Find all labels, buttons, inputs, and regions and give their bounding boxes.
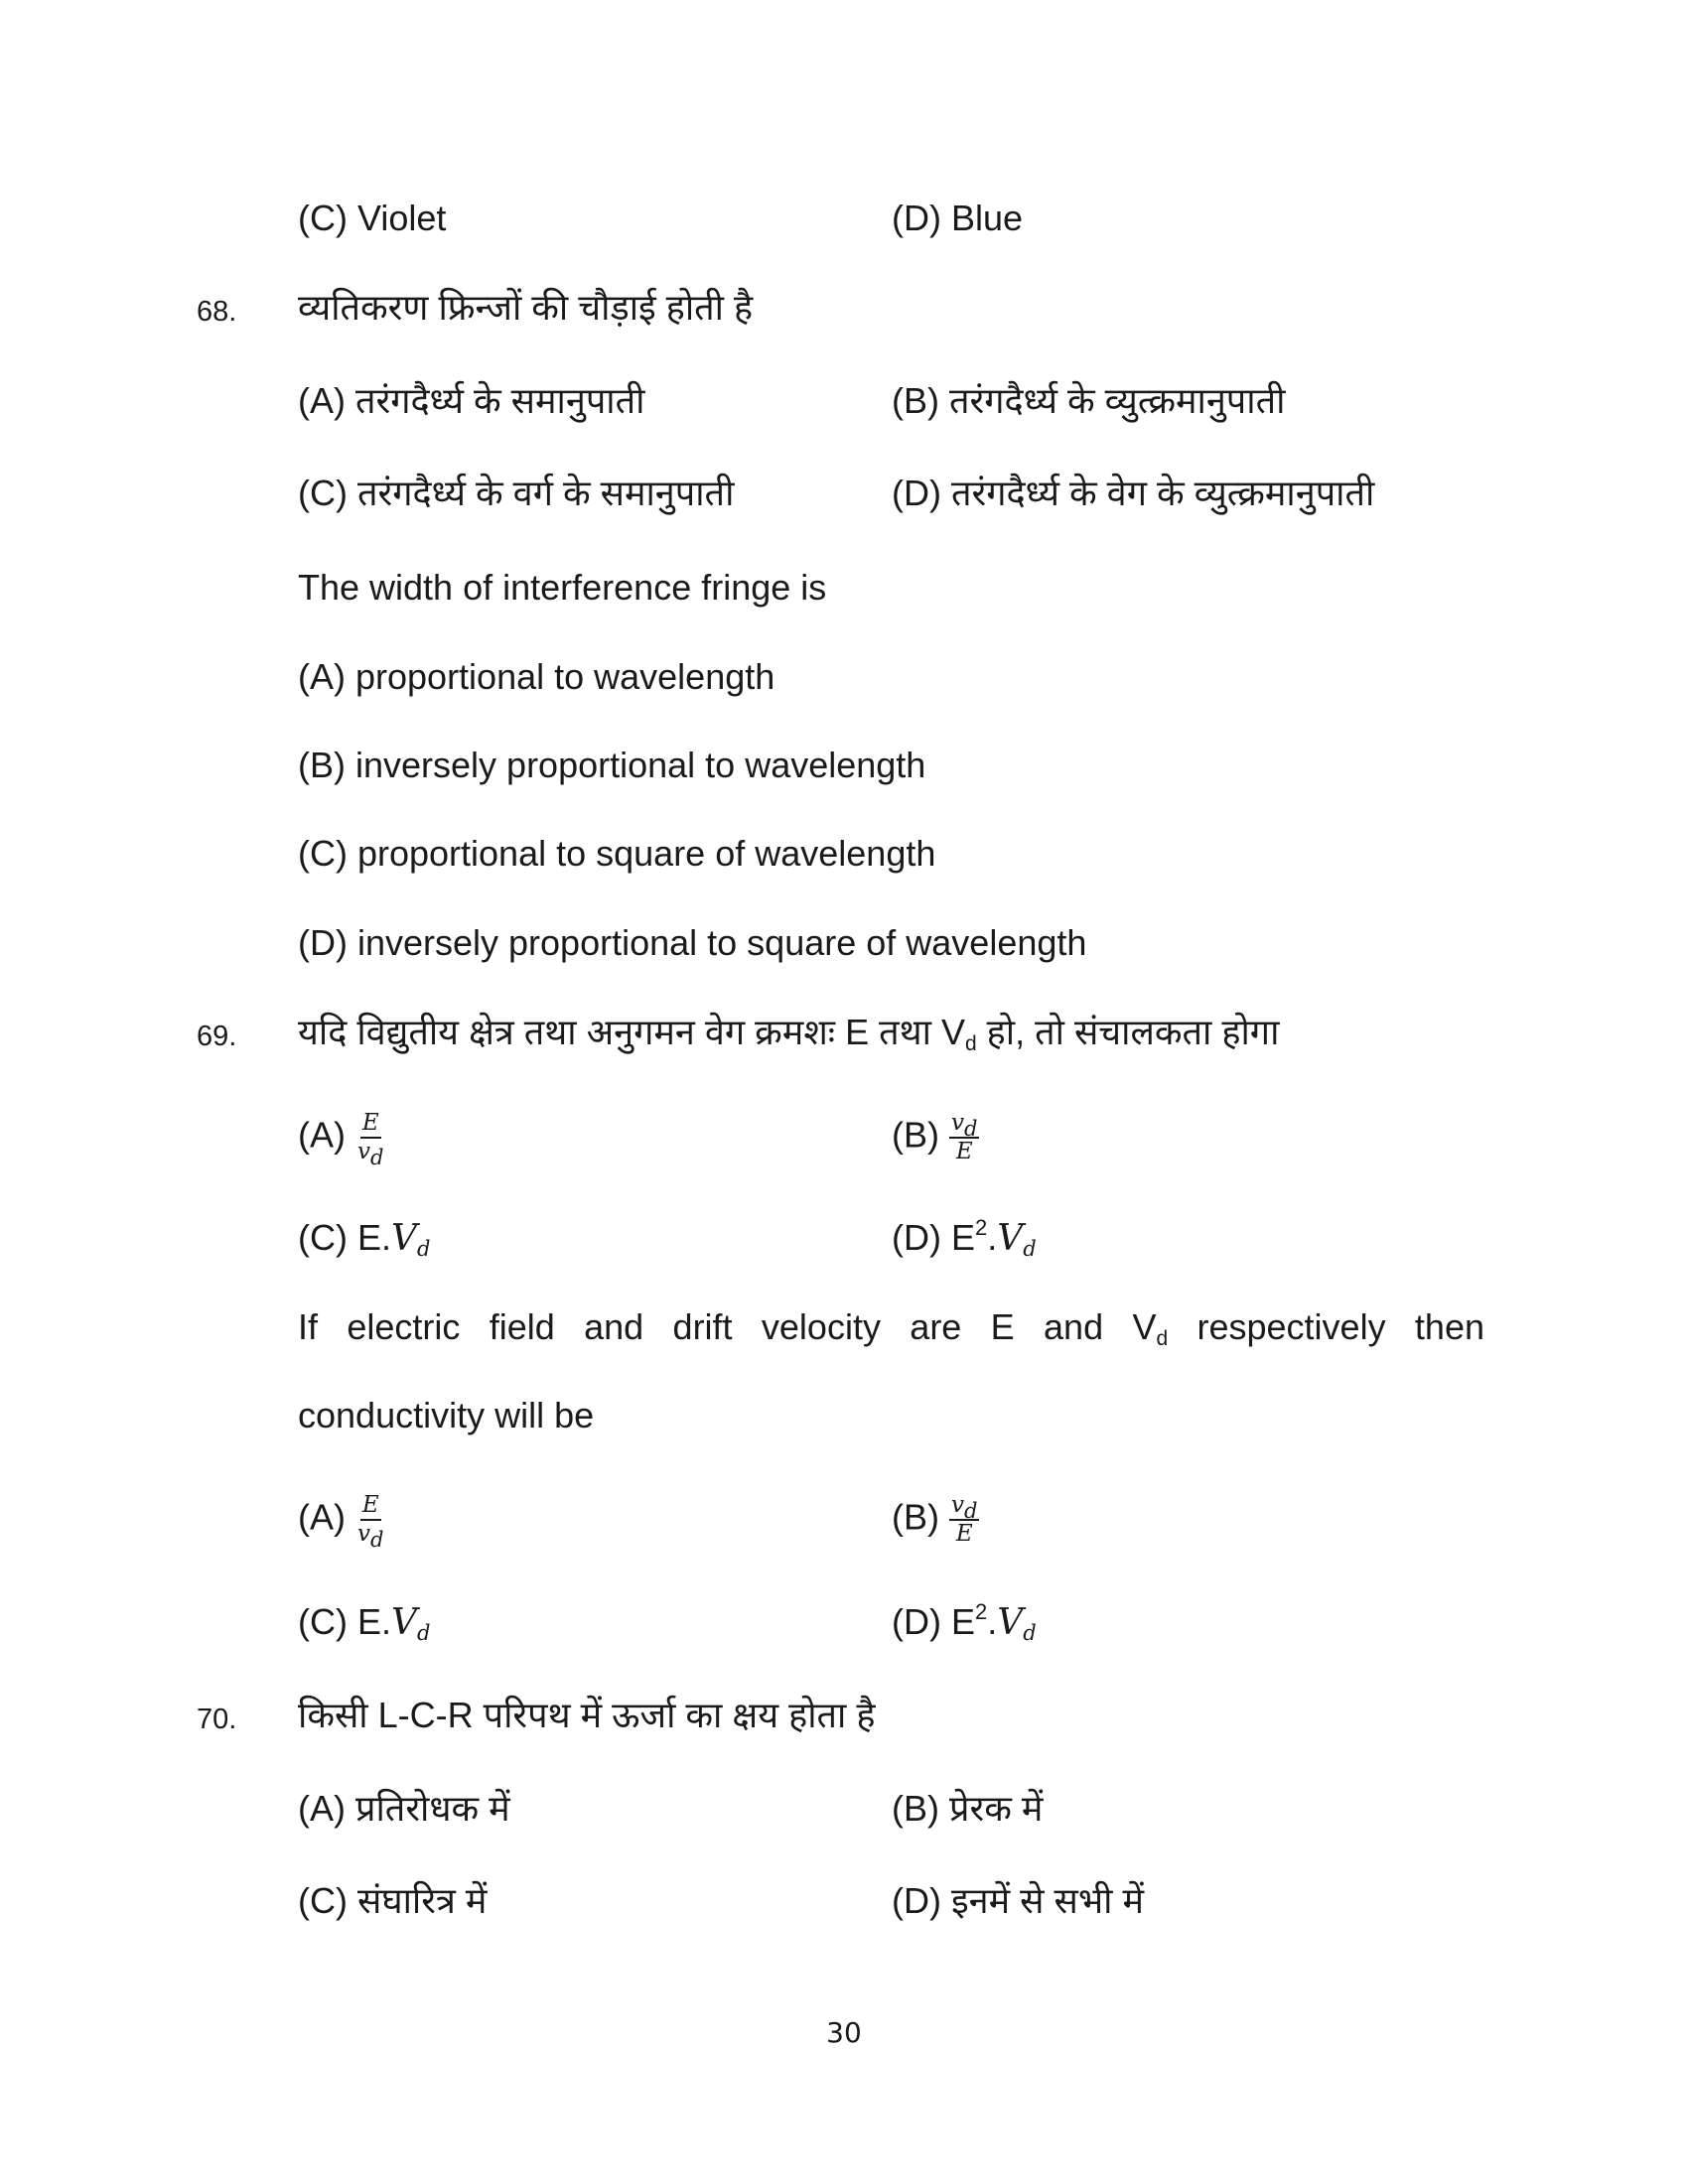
question-70-option-b: (B) प्रेरक में: [892, 1788, 1044, 1829]
question-69-option-d-2: (D) $E^2.V_d$: [892, 1599, 1037, 1645]
carry-option-d: (D) Blue: [892, 198, 1024, 238]
question-69-hindi: [298, 1011, 1279, 1054]
question-70-option-a: (A) प्रतिरोधक में: [298, 1788, 510, 1829]
fraction-e-over-vd: $\frac{E}{v_d}$: [357, 1110, 384, 1169]
question-69-option-d-1: (D) $E^2.V_d$: [892, 1215, 1037, 1261]
question-69-option-b-1: (B) $\frac{v_d}{E}$: [892, 1110, 978, 1164]
question-68-hindi: व्यतिकरण फ्रिन्जों की चौड़ाई होती है: [298, 287, 754, 328]
question-69-option-a-2: (A) $\frac{E}{v_d}$: [298, 1492, 384, 1552]
question-69-hindi-pre: यदि विद्युतीय क्षेत्र तथा अनुगमन वेग क्रमशः E तथा V: [298, 1012, 965, 1052]
fraction-vd-over-e: $\frac{v_d}{E}$: [951, 1110, 978, 1164]
fraction-vd-over-e: $\frac{v_d}{E}$: [951, 1492, 978, 1547]
question-68-english-option-a: (A) proportional to wavelength: [298, 656, 775, 697]
question-68-hindi-option-d: (D) तरंगदैर्ध्य के वेग के व्युत्क्रमानुपाती: [892, 473, 1375, 513]
question-70-hindi: किसी L-C-R परिपथ में ऊर्जा का क्षय होता है: [298, 1695, 876, 1735]
question-69-hindi-sub: d: [964, 1032, 977, 1055]
question-68-hindi-option-b: (B) तरंगदैर्ध्य के व्युत्क्रमानुपाती: [892, 380, 1286, 421]
carry-option-c: (C) Violet: [298, 198, 447, 238]
question-70-number: 70.: [197, 1704, 237, 1735]
question-69-english-line-2: conductivity will be: [298, 1395, 595, 1435]
question-68-english: The width of interference fringe is: [298, 567, 827, 608]
question-68-english-option-b: (B) inversely proportional to wavelength: [298, 745, 926, 785]
question-69-option-a-1: (A) $\frac{E}{v_d}$: [298, 1110, 384, 1169]
question-70-option-c: (C) संघारित्र में: [298, 1880, 488, 1921]
question-68-hindi-option-a: (A) तरंगदैर्ध्य के समानुपाती: [298, 380, 645, 421]
question-68-number: 68.: [197, 296, 237, 328]
question-68-english-option-c: (C) proportional to square of wavelength: [298, 833, 936, 874]
question-69-option-c-1: (C) $E.V_d$: [298, 1217, 431, 1261]
question-69-hindi-post: हो, तो संचालकता होगा: [976, 1012, 1280, 1052]
question-69-english-line-1: If electric field and drift velocity are E and $V_d$ respectively then: [298, 1306, 1484, 1350]
question-68-english-option-d: (D) inversely proportional to square of wavelength: [298, 922, 1087, 963]
question-68-hindi-option-c: (C) तरंगदैर्ध्य के वर्ग के समानुपाती: [298, 473, 735, 513]
question-69-option-b-2: (B) $\frac{v_d}{E}$: [892, 1492, 978, 1547]
question-69-number: 69.: [197, 1021, 237, 1052]
question-70-option-d: (D) इनमें से सभी में: [892, 1880, 1144, 1921]
fraction-e-over-vd: $\frac{E}{v_d}$: [357, 1492, 384, 1552]
page-number: 30: [826, 2016, 862, 2049]
question-69-option-c-2: (C) $E.V_d$: [298, 1601, 431, 1645]
